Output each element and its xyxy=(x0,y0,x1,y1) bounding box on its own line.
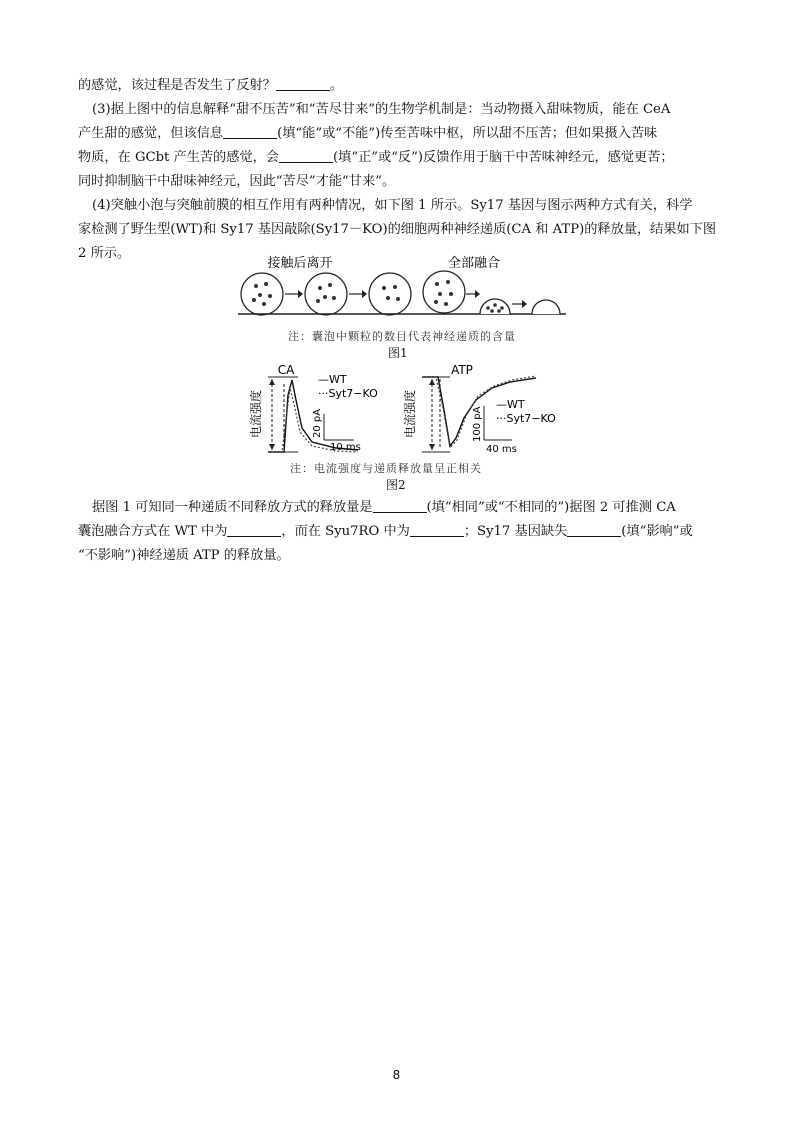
atp-legend-ko: ···Syt7−KO xyxy=(496,412,556,425)
answer-blank[interactable] xyxy=(276,76,330,91)
answer-blank[interactable] xyxy=(279,148,333,163)
paragraph-3: (3)据上图中的信息解释“甜不压苦”和“苦尽甘来”的生物学机制是：当动物摄入甜味物质，能在 CeA 产生甜的感觉，但该信息 (填“能”或“不能”)传至苦味中枢，所以甜不压苦；但如果摄入苦味 物质，在 GCbt 产生苦的感觉，会 (填“正”或“反”)反馈作用于脑干中苦味神经元，感觉更苦； 同时抑制脑干中甜味神经元，因此“苦尽”才能“甘来”。 xyxy=(78,102,674,189)
figure2-note: 注：电流强度与递质释放量呈正相关 xyxy=(290,462,482,475)
paragraph-5: 据图 1 可知同一种递质不同释放方式的释放量是 (填“相同”或“不相同的”)据图 2 可推测 CA 囊泡融合方式在 WT 中为 ，而在 Syu7RO 中为 ；Sy17 基因缺失 (填“影响”或 “不影响”)神经递质 ATP 的释放量。 xyxy=(78,500,693,563)
paragraph-4: (4)突触小泡与突触前膜的相互作用有两种情况，如下图 1 所示。Sy17 基因与图示两种方式有关，科学 家检测了野生型(WT)和 Sy17 基因敲除(Sy17－KO)的细胞两种神经递质(CA 和 ATP)的释放量，结果如下图 2 所示。 xyxy=(78,198,717,261)
figure1-note: 注：囊泡中颗粒的数目代表神经递质的含量 xyxy=(288,330,516,343)
atp-ylabel: 电流强度 xyxy=(403,389,417,438)
atp-title: ATP xyxy=(451,363,473,377)
answer-blank[interactable] xyxy=(227,522,281,537)
ca-scale-x: 10 ms xyxy=(330,442,361,453)
ca-title: CA xyxy=(277,363,295,377)
figure2-title: 图2 xyxy=(386,478,406,492)
paragraph-1: 的感觉，该过程是否发生了反射？ 。 xyxy=(78,78,343,93)
figure1-title: 图1 xyxy=(388,346,408,360)
atp-scale-y: 100 pA xyxy=(472,406,483,442)
answer-blank[interactable] xyxy=(567,522,621,537)
figure1-label-right: 全部融合 xyxy=(447,256,501,271)
page-number: 8 xyxy=(392,1068,401,1082)
atp-legend-wt: —WT xyxy=(496,398,525,411)
figure-1-diagram xyxy=(230,250,570,332)
atp-scale-x: 40 ms xyxy=(486,444,517,455)
figure-2-plots xyxy=(236,360,576,464)
ca-scale-y: 20 pA xyxy=(312,408,323,438)
answer-blank[interactable] xyxy=(410,522,464,537)
ca-legend-ko: ···Syt7−KO xyxy=(318,387,378,400)
ca-ylabel: 电流强度 xyxy=(249,389,263,438)
ca-legend-wt: —WT xyxy=(318,373,347,386)
answer-blank[interactable] xyxy=(373,498,427,513)
answer-blank[interactable] xyxy=(223,124,277,139)
figure1-label-left: 接触后离开 xyxy=(267,256,333,271)
